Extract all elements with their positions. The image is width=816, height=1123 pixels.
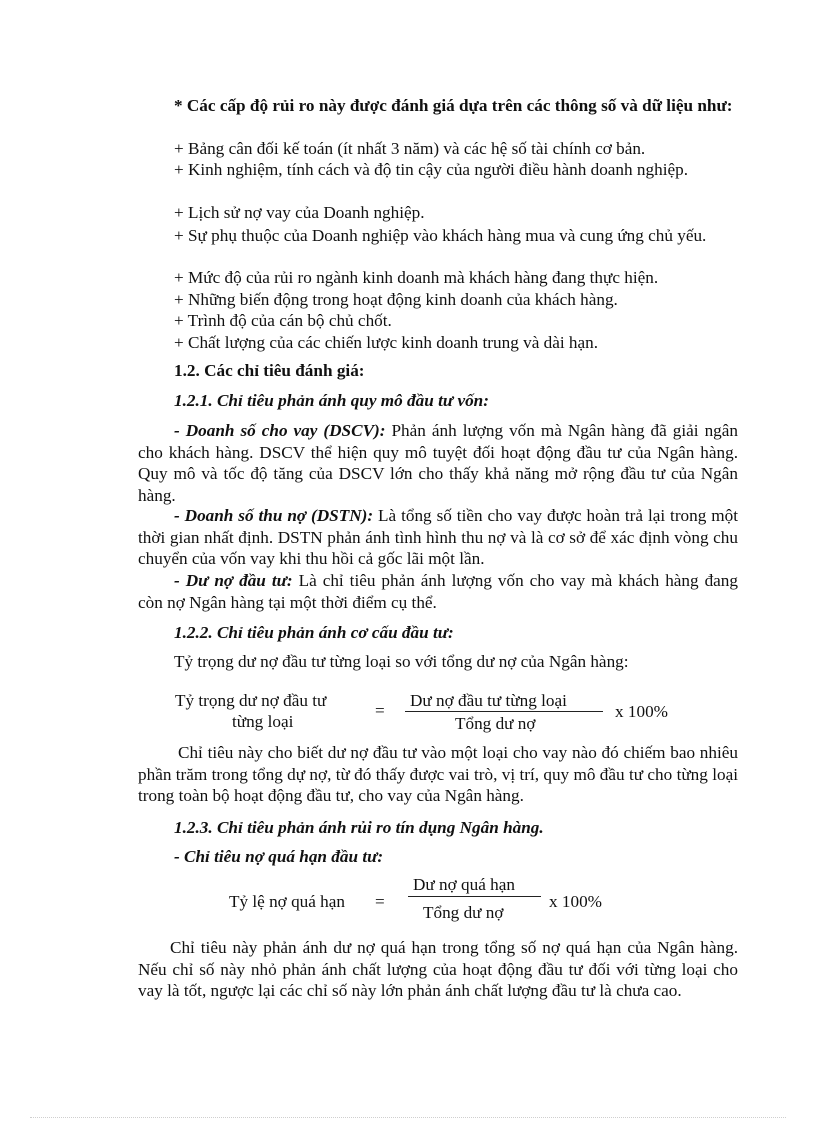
criteria-item-1: + Bảng cân đối kế toán (ít nhất 3 năm) và các hệ số tài chính cơ bản. xyxy=(174,139,646,158)
dscv-term: - Doanh số cho vay (DSCV): xyxy=(174,421,386,440)
criteria-item-3: + Lịch sử nợ vay của Doanh nghiệp. xyxy=(174,203,425,222)
du-no-paragraph xyxy=(138,570,738,613)
structure-formula-fraction-bar xyxy=(405,711,603,712)
overdue-formula-equals: = xyxy=(375,892,385,911)
overdue-explanation: Chỉ tiêu này phản ánh dư nợ quá hạn trong tổng số nợ quá hạn của Ngân hàng. Nếu chỉ số này nhỏ phản ánh chất lượng của hoạt động đầu tư đối với từng loại cho vay là tốt, ngược lại các chỉ số này lớn phản ánh chất lượng đầu tư là chưa cao. xyxy=(138,938,738,1000)
structure-formula-equals: = xyxy=(375,701,385,720)
structure-formula-lhs-line2: từng loại xyxy=(232,712,294,731)
structure-formula-numerator: Dư nợ đầu tư từng loại xyxy=(410,691,567,710)
overdue-formula-fraction-bar xyxy=(408,896,541,897)
overdue-formula-numerator: Dư nợ quá hạn xyxy=(413,875,515,894)
criteria-title: * Các cấp độ rủi ro này được đánh giá dựa trên các thông số và dữ liệu như: xyxy=(174,96,733,115)
criteria-item-4: + Sự phụ thuộc của Doanh nghiệp vào khách hàng mua và cung ứng chủ yếu. xyxy=(174,226,707,245)
overdue-subheading: - Chỉ tiêu nợ quá hạn đầu tư: xyxy=(174,847,384,866)
overdue-formula-lhs: Tỷ lệ nợ quá hạn xyxy=(229,892,345,911)
dstn-paragraph xyxy=(138,505,738,570)
dstn-text: Là tổng số tiền cho vay được hoàn trả lại trong một thời gian nhất định. DSTN phản ánh tình hình thu nợ và là cơ sở để xác định vòng chu chuyển của vốn vay khi thu hồi cả gốc lãi một lần. xyxy=(138,506,739,568)
structure-formula-denominator: Tổng dư nợ xyxy=(455,714,536,733)
structure-formula-lhs-line1: Tỷ trọng dư nợ đầu tư xyxy=(175,691,327,710)
section-heading-1-2-3: 1.2.3. Chỉ tiêu phản ánh rủi ro tín dụng Ngân hàng. xyxy=(174,818,544,837)
section-heading-1-2-1: 1.2.1. Chỉ tiêu phản ánh quy mô đầu tư vốn: xyxy=(174,391,489,410)
criteria-item-6: + Những biến động trong hoạt động kinh doanh của khách hàng. xyxy=(174,290,618,309)
structure-explanation: Chỉ tiêu này cho biết dư nợ đầu tư vào một loại cho vay nào đó chiếm bao nhiêu phần trăm trong tổng dự nợ, từ đó thấy được vai trò, vị trí, quy mô đầu tư cho từng loại trong toàn bộ hoạt động đầu tư, cho vay của Ngân hàng. xyxy=(138,743,738,805)
dscv-paragraph xyxy=(138,420,738,506)
structure-formula-multiplier: x 100% xyxy=(615,702,668,721)
du-no-text: Là chỉ tiêu phản ánh lượng vốn cho vay mà khách hàng đang còn nợ Ngân hàng tại một thời điểm cụ thể. xyxy=(138,571,738,612)
overdue-formula-multiplier: x 100% xyxy=(549,892,602,911)
section-heading-1-2: 1.2. Các chỉ tiêu đánh giá: xyxy=(174,361,365,380)
section-heading-1-2-2: 1.2.2. Chỉ tiêu phản ánh cơ cấu đầu tư: xyxy=(174,623,454,642)
page-bottom-divider xyxy=(30,1117,786,1118)
criteria-item-7: + Trình độ của cán bộ chủ chốt. xyxy=(174,311,392,330)
criteria-item-5: + Mức độ của rủi ro ngành kinh doanh mà khách hàng đang thực hiện. xyxy=(174,268,659,287)
dscv-text: Phản ánh lượng vốn mà Ngân hàng đã giải ngân cho khách hàng. DSCV thể hiện quy mô tuyệt đối hoạt động đầu tư của Ngân hàng. Quy mô và tốc độ tăng của DSCV lớn cho thấy khả năng mở rộng đầu tư của Ngân hàng. xyxy=(138,421,738,505)
overdue-formula-denominator: Tổng dư nợ xyxy=(423,903,504,922)
du-no-term: - Dư nợ đầu tư: xyxy=(174,571,293,590)
structure-intro: Tỷ trọng dư nợ đầu tư từng loại so với tổng dư nợ của Ngân hàng: xyxy=(174,652,629,671)
dstn-term: - Doanh số thu nợ (DSTN): xyxy=(174,506,374,525)
criteria-item-2: + Kinh nghiệm, tính cách và độ tin cậy của người điều hành doanh nghiệp. xyxy=(174,160,688,179)
criteria-item-8: + Chất lượng của các chiến lược kinh doanh trung và dài hạn. xyxy=(174,333,599,352)
